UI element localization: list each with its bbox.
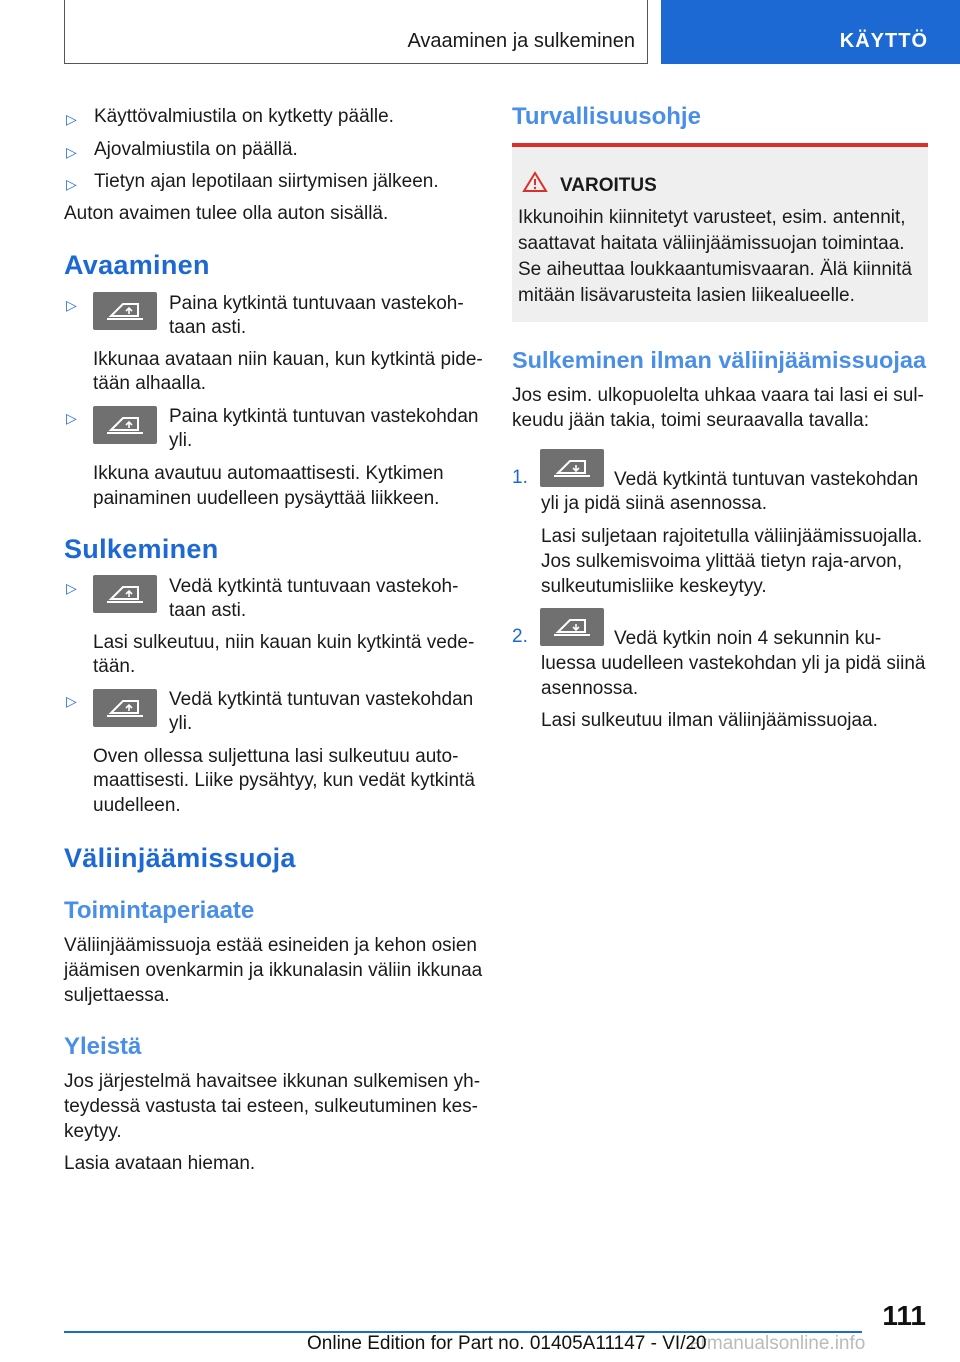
step1-line2: yli ja pidä siinä asennossa.: [541, 493, 768, 514]
bullet-text: Ajovalmiustila on päällä.: [94, 139, 298, 160]
window-switch-icon: [93, 689, 157, 727]
step1-desc1: Lasi suljetaan rajoitetulla väliinjäämissuojalla.: [541, 526, 923, 547]
window-switch-icon: [540, 608, 604, 646]
opening-item2-line1: Paina kytkintä tuntuvan vastekohdan: [169, 406, 479, 427]
step2-desc: Lasi sulkeutuu ilman väliinjäämissuojaa.: [541, 710, 878, 731]
page-number: 111: [882, 1300, 926, 1331]
triangle-right-icon: ▷: [66, 297, 77, 313]
opening-item2-line2: yli.: [169, 430, 193, 451]
step1-desc2: Jos sulkemisvoima ylittää tietyn raja-arvon,: [541, 551, 903, 572]
closing-item2-line2: yli.: [169, 713, 193, 734]
closing-item1-desc1: Lasi sulkeutuu, niin kauan kuin kytkintä vede-: [93, 632, 475, 653]
step-number: 2.: [512, 626, 528, 647]
chapter-tab[interactable]: [661, 0, 960, 64]
principle-text2: jäämisen ovenkarmin ja ikkunalasin väliin ikkunaa: [64, 960, 483, 981]
step2-line2: luessa uudelleen vastekohdan yli ja pidä siinä: [541, 653, 926, 674]
opening-item1-desc1: Ikkunaa avataan niin kauan, kun kytkintä pide-: [93, 349, 483, 370]
general-text2: teydessä vastusta tai esteen, sulkeutuminen kes-: [64, 1096, 479, 1117]
general-text4: Lasia avataan hieman.: [64, 1153, 256, 1174]
header-frame: [64, 0, 648, 64]
bullet-text: Käyttövalmiustila on kytketty päälle.: [94, 106, 394, 127]
opening-item1-line1: Paina kytkintä tuntuvaan vastekoh-: [169, 293, 464, 314]
closing-item1-line2: taan asti.: [169, 600, 247, 621]
opening-item1-desc2: tään alhaalla.: [93, 373, 207, 394]
watermark: armanualsonline.info: [690, 1333, 866, 1354]
window-switch-icon: [93, 575, 157, 613]
triangle-right-icon: ▷: [66, 410, 77, 426]
triangle-right-icon: ▷: [66, 176, 77, 192]
general-subheading: Yleistä: [64, 1033, 142, 1060]
triangle-right-icon: ▷: [66, 111, 77, 127]
warning-triangle-icon: [522, 171, 548, 198]
intro-line1: Jos esim. ulkopuolelta uhkaa vaara tai lasi ei sul-: [512, 385, 924, 406]
chapter-tab-label: KÄYTTÖ: [839, 30, 928, 52]
safety-heading: Turvallisuusohje: [512, 103, 701, 130]
general-text1: Jos järjestelmä havaitsee ikkunan sulkemisen yh-: [64, 1071, 481, 1092]
bullet-text: Tietyn ajan lepotilaan siirtymisen jälkeen.: [94, 171, 439, 192]
general-text3: keytyy.: [64, 1121, 122, 1142]
opening-item2-desc1: Ikkuna avautuu automaattisesti. Kytkimen: [93, 463, 444, 484]
opening-item2-desc2: painaminen uudelleen pysäyttää liikkeen.: [93, 488, 440, 509]
section-title: Avaaminen ja sulkeminen: [407, 30, 635, 52]
principle-text1: Väliinjäämissuoja estää esineiden ja kehon osien: [64, 935, 477, 956]
triangle-right-icon: ▷: [66, 144, 77, 160]
warning-line: Ikkunoihin kiinnitetyt varusteet, esim. antennit,: [518, 207, 906, 228]
window-switch-icon: [540, 449, 604, 487]
closing-item1-desc2: tään.: [93, 656, 136, 677]
intro-line2: keudu jään takia, toimi seuraavalla tavalla:: [512, 410, 869, 431]
warning-line: saattavat haitata väliinjäämissuojan toimintaa.: [518, 233, 905, 254]
step1-line1: Vedä kytkintä tuntuvan vastekohdan: [614, 469, 919, 490]
principle-subheading: Toimintaperiaate: [64, 897, 255, 924]
key-note: Auton avaimen tulee olla auton sisällä.: [64, 203, 389, 224]
step-number: 1.: [512, 467, 528, 488]
step2-line1: Vedä kytkin noin 4 sekunnin ku-: [614, 628, 882, 649]
closing-heading: Sulkeminen: [64, 534, 219, 564]
triangle-right-icon: ▷: [66, 580, 77, 596]
principle-text3: suljettaessa.: [64, 985, 170, 1006]
warning-box: [512, 143, 928, 322]
pinch-heading: Väliinjäämissuoja: [64, 843, 296, 873]
closing-item2-desc1: Oven ollessa suljettuna lasi sulkeutuu auto-: [93, 746, 459, 767]
closing-item2-desc2: maattisesti. Liike pysähtyy, kun vedät kytkintä: [93, 770, 475, 791]
step2-line3: asennossa.: [541, 678, 639, 699]
no-pinch-heading: Sulkeminen ilman väliinjäämissuojaa: [512, 347, 927, 373]
warning-title: VAROITUS: [560, 175, 657, 196]
step1-desc3: sulkeutumisliike keskeytyy.: [541, 576, 767, 597]
opening-heading: Avaaminen: [64, 250, 210, 280]
window-switch-icon: [93, 292, 157, 330]
closing-item2-line1: Vedä kytkintä tuntuvan vastekohdan: [169, 689, 474, 710]
closing-item1-line1: Vedä kytkintä tuntuvaan vastekoh-: [169, 576, 459, 597]
triangle-right-icon: ▷: [66, 693, 77, 709]
closing-item2-desc3: uudelleen.: [93, 795, 181, 816]
warning-line: mitään lisävarusteita lasien liikealueelle.: [518, 285, 855, 306]
warning-text: [518, 205, 918, 309]
window-switch-icon: [93, 406, 157, 444]
opening-item1-line2: taan asti.: [169, 317, 247, 338]
edition-text: Online Edition for Part no. 01405A11147 - VI/20: [307, 1333, 707, 1354]
warning-line: Se aiheuttaa loukkaantumisvaaran. Älä kiinnitä: [518, 259, 912, 280]
